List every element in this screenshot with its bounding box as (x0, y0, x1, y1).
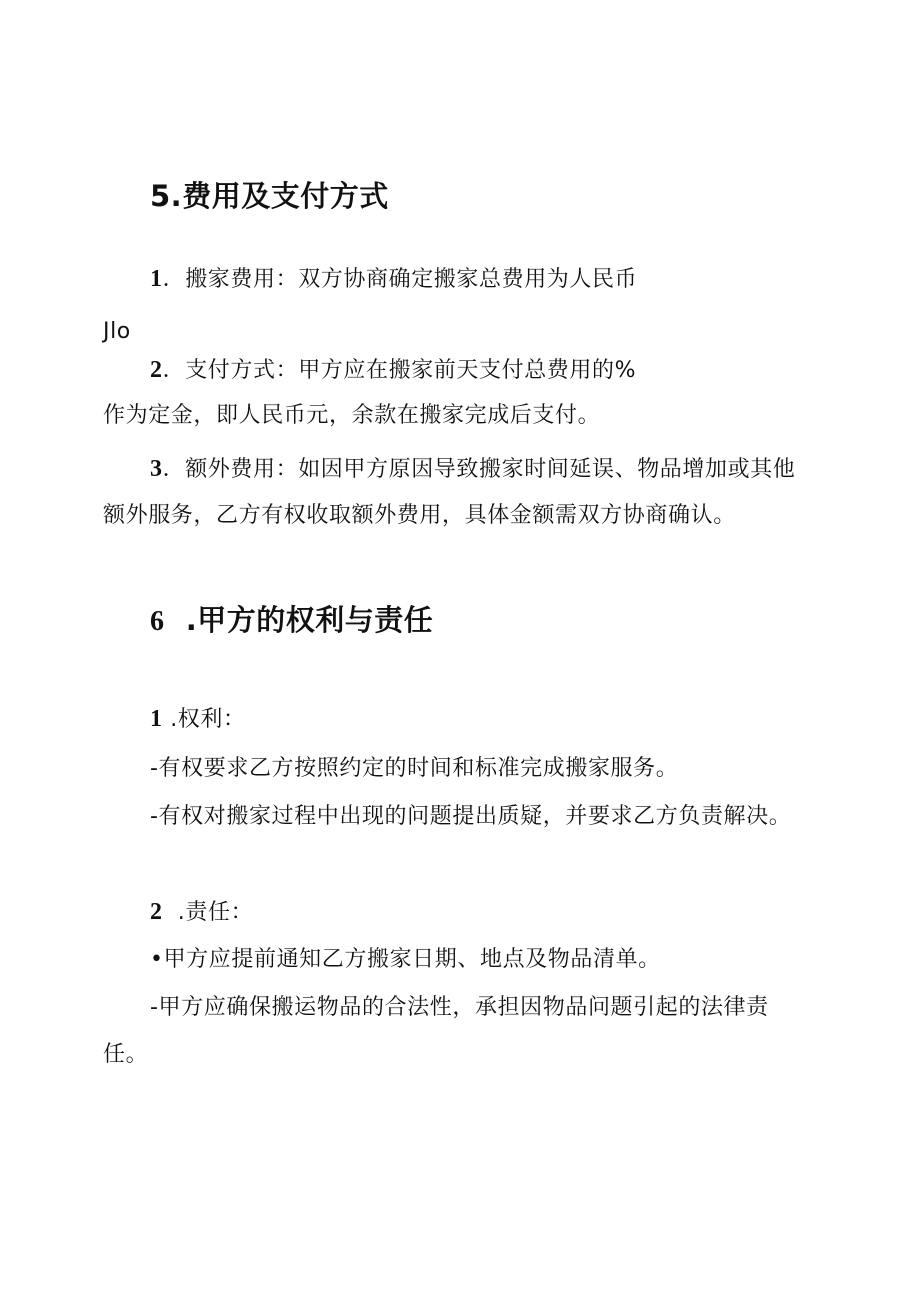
item-number: 3 (150, 456, 163, 482)
item-text: ．额外费用：如因甲方原因导致搬家时间延误、物品增加或其他 (162, 457, 796, 482)
section-5-item-2-continuation: 作为定金，即人民币元，余款在搬家完成后支付。 (103, 403, 601, 428)
rights-label (150, 705, 246, 734)
rights-item-1: -有权要求乙方按照约定的时间和标准完成搬家服务。 (150, 756, 679, 781)
item-number: 1 (150, 266, 163, 292)
section-5-item-1-continuation: Jlo (103, 319, 131, 344)
item-text: ．搬家费用：双方协商确定搬家总费用为人民币 (162, 267, 638, 292)
section-5-item-3 (150, 455, 795, 484)
duties-label (150, 898, 253, 927)
item-text: ．支付方式：甲方应在搬家前天支付总费用的% (162, 358, 637, 383)
duties-label-text: .责任： (177, 900, 254, 925)
section-5-item-2 (150, 356, 636, 385)
duties-item-1: •甲方应提前通知乙方搬家日期、地点及物品清单。 (150, 947, 661, 972)
rights-item-2: -有权对搬家过程中出现的问题提出质疑，并要求乙方负责解决。 (150, 804, 792, 829)
rights-label-text: .权利： (170, 707, 246, 732)
section-6-heading (150, 602, 433, 640)
duties-item-2: -甲方应确保搬运物品的合法性，承担因物品问题引起的法律责 (150, 995, 769, 1020)
section-5-item-1 (150, 265, 637, 294)
section-5-heading: 5.费用及支付方式 (150, 179, 389, 213)
item-number: 2 (150, 357, 163, 383)
duties-number: 2 (150, 899, 163, 925)
heading-text: .甲方的权利与责任 (185, 603, 434, 637)
heading-number: 6 (150, 606, 165, 637)
section-5-item-3-continuation: 额外服务，乙方有权收取额外费用，具体金额需双方协商确认。 (103, 503, 736, 528)
duties-item-2-continuation: 任。 (103, 1042, 149, 1067)
rights-number: 1 (150, 706, 163, 732)
